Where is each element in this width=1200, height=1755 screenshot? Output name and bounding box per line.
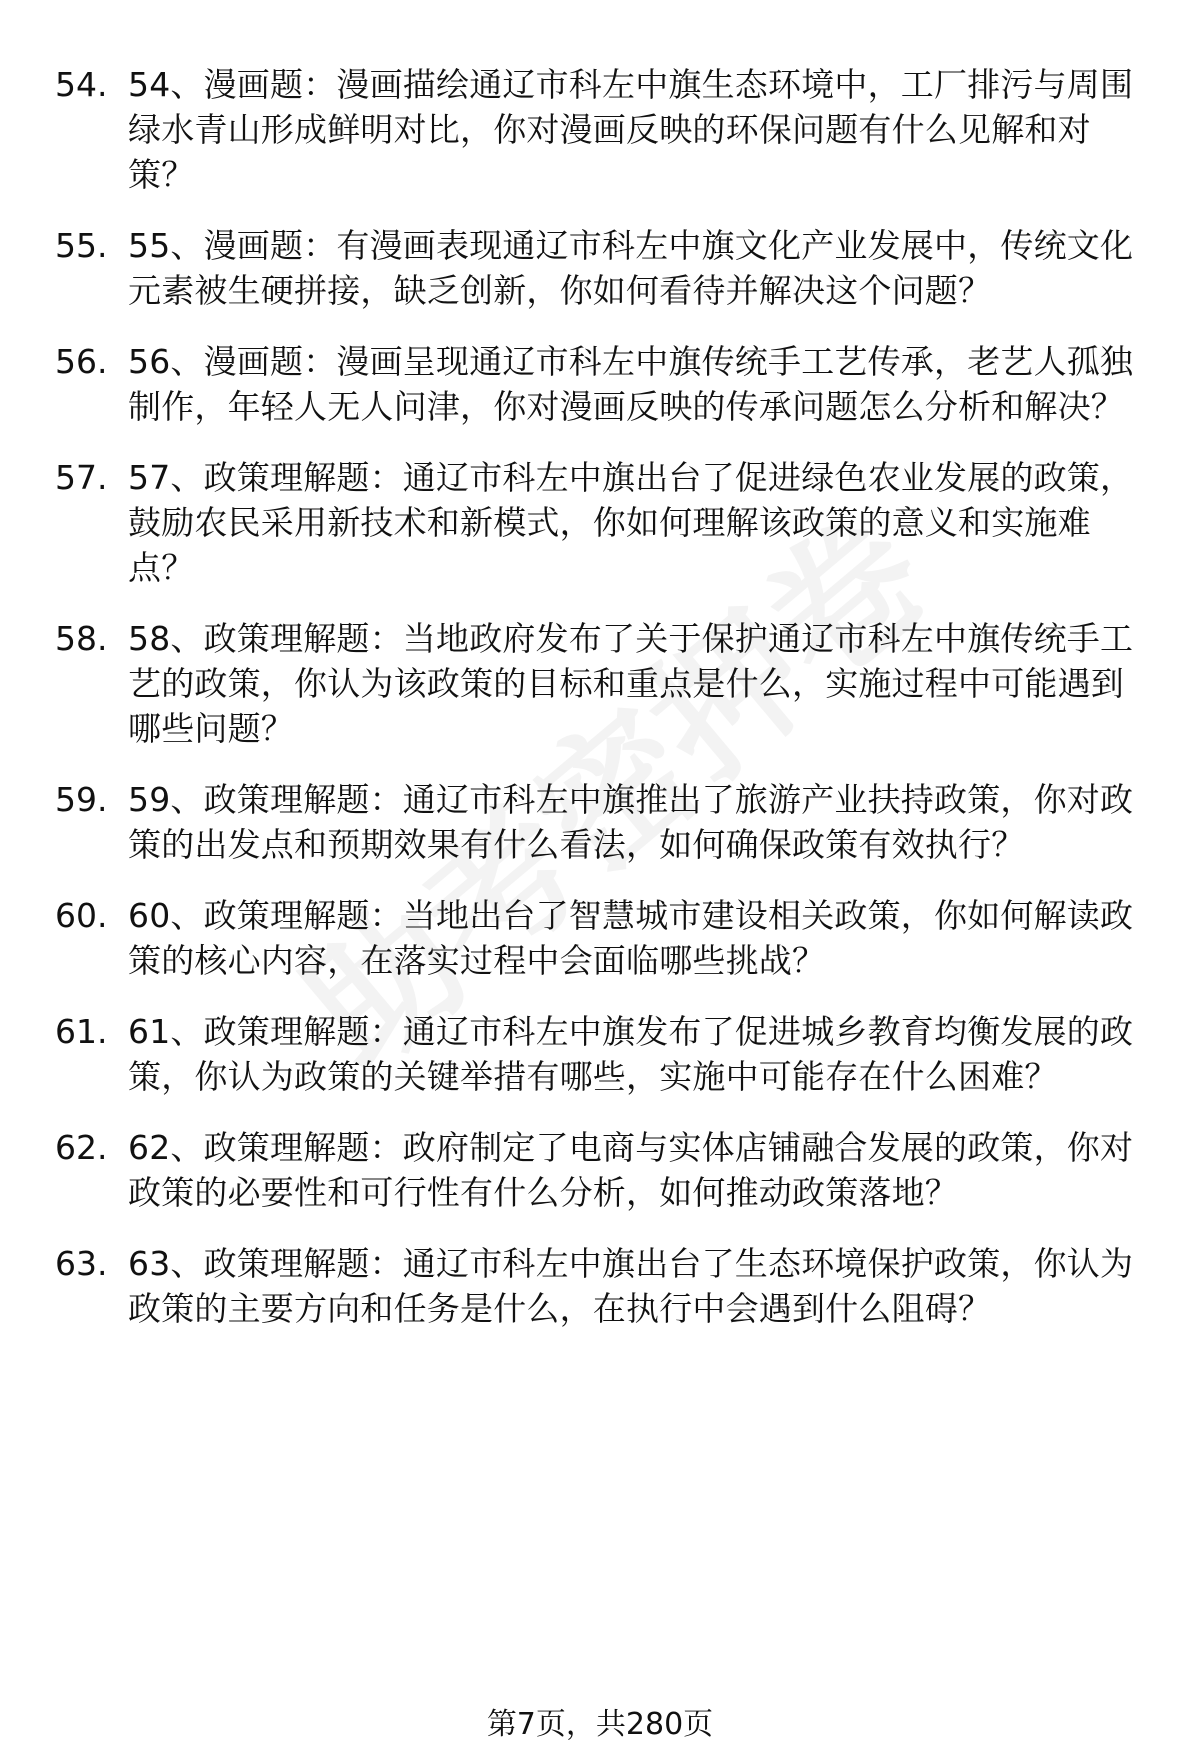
list-item xyxy=(55,616,1155,751)
question-text: 59、政策理解题：通辽市科左中旗推出了旅游产业扶持政策，你对政策的出发点和预期效果有什么看法，如何确保政策有效执行？ xyxy=(128,780,1134,864)
question-list xyxy=(55,62,1155,1357)
question-number: 56. xyxy=(55,342,108,381)
question-text: 54、漫画题：漫画描绘通辽市科左中旗生态环境中，工厂排污与周围绿水青山形成鲜明对比，你对漫画反映的环保问题有什么见解和对策？ xyxy=(128,65,1134,194)
list-item xyxy=(55,777,1155,867)
question-text: 55、漫画题：有漫画表现通辽市科左中旗文化产业发展中，传统文化元素被生硬拼接，缺乏创新，你如何看待并解决这个问题？ xyxy=(128,226,1134,310)
question-number: 55. xyxy=(55,226,108,265)
question-number: 60. xyxy=(55,896,108,935)
question-number: 63. xyxy=(55,1244,108,1283)
list-item xyxy=(55,455,1155,590)
page-number-label: 第7页，共280页 xyxy=(486,1707,714,1742)
question-number: 62. xyxy=(55,1128,108,1167)
list-item xyxy=(55,1241,1155,1331)
question-text: 61、政策理解题：通辽市科左中旗发布了促进城乡教育均衡发展的政策，你认为政策的关键举措有哪些，实施中可能存在什么困难？ xyxy=(128,1012,1134,1096)
question-text: 56、漫画题：漫画呈现通辽市科左中旗传统手工艺传承，老艺人孤独制作，年轻人无人问津，你对漫画反映的传承问题怎么分析和解决？ xyxy=(128,342,1134,426)
question-number: 59. xyxy=(55,780,108,819)
question-number: 58. xyxy=(55,619,108,658)
question-text: 60、政策理解题：当地出台了智慧城市建设相关政策，你如何解读政策的核心内容，在落实过程中会面临哪些挑战？ xyxy=(128,896,1134,980)
question-text: 62、政策理解题：政府制定了电商与实体店铺融合发展的政策，你对政策的必要性和可行性有什么分析，如何推动政策落地？ xyxy=(128,1128,1134,1212)
list-item xyxy=(55,223,1155,313)
question-number: 54. xyxy=(55,65,108,104)
page-footer xyxy=(0,1705,1200,1745)
question-text: 58、政策理解题：当地政府发布了关于保护通辽市科左中旗传统手工艺的政策，你认为该政策的目标和重点是什么，实施过程中可能遇到哪些问题？ xyxy=(128,619,1134,748)
list-item xyxy=(55,62,1155,197)
list-item xyxy=(55,1125,1155,1215)
list-item xyxy=(55,1009,1155,1099)
list-item xyxy=(55,339,1155,429)
question-text: 57、政策理解题：通辽市科左中旗出台了促进绿色农业发展的政策，鼓励农民采用新技术和新模式，你如何理解该政策的意义和实施难点？ xyxy=(128,458,1134,587)
question-number: 57. xyxy=(55,458,108,497)
question-number: 61. xyxy=(55,1012,108,1051)
list-item xyxy=(55,893,1155,983)
question-text: 63、政策理解题：通辽市科左中旗出台了生态环境保护政策，你认为政策的主要方向和任务是什么，在执行中会遇到什么阻碍？ xyxy=(128,1244,1134,1328)
